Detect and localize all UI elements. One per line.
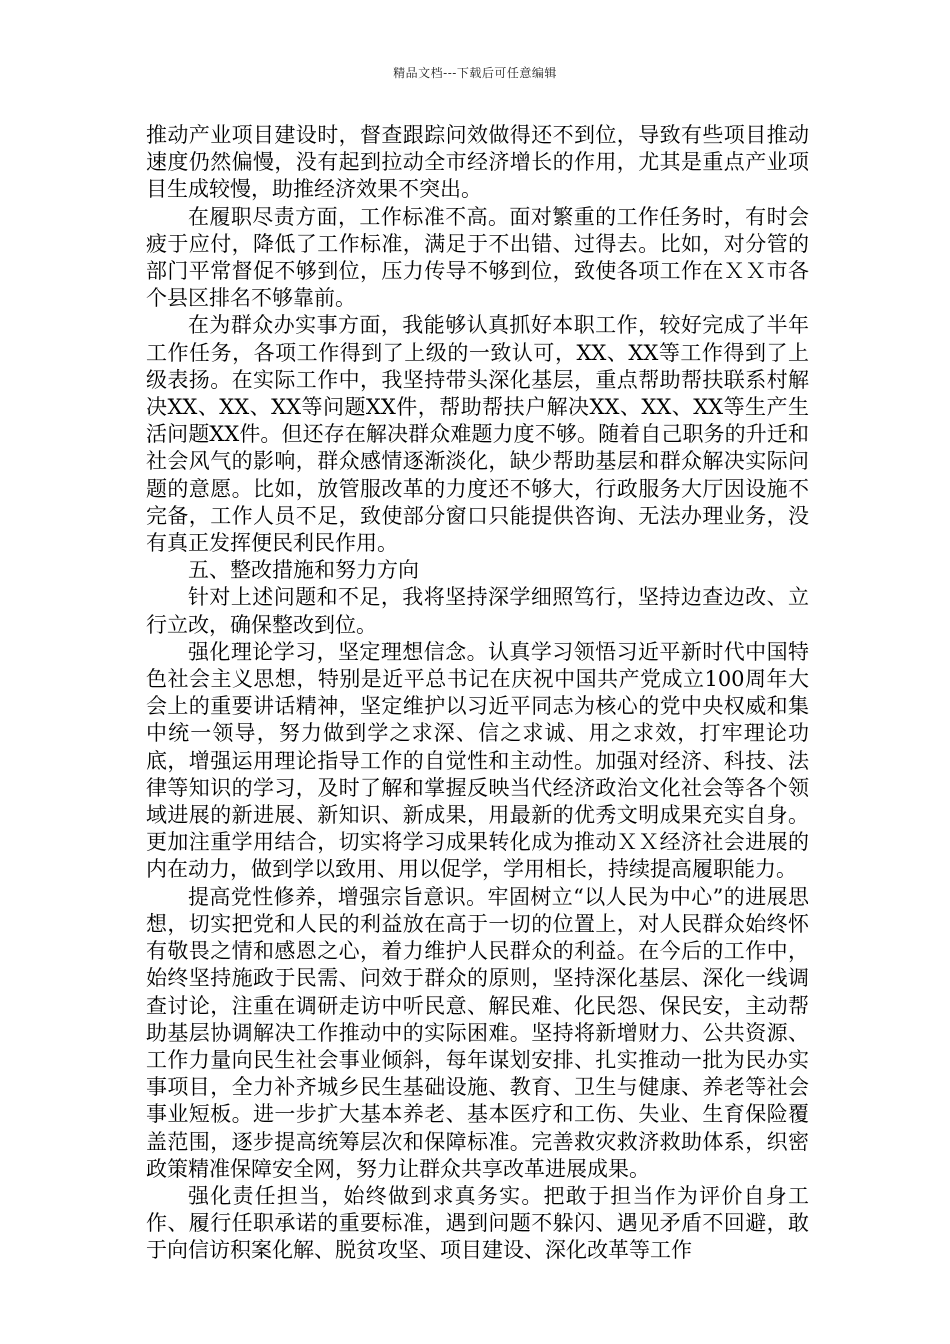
section-heading: 五、整改措施和努力方向	[188, 558, 419, 583]
paragraph-duty: 在履职尽责方面，工作标准不高。面对繁重的工作任务时，有时会疲于应付，降低了工作标准，满足于不出错、过得去。比如，对分管的部门平常督促不够到位，压力传导不够到位，致使各项工作在ＸＸ市各个县区排名不够靠前。	[146, 204, 809, 311]
paragraph-continuation: 推动产业项目建设时，督查跟踪问效做得还不到位，导致有些项目推动速度仍然偏慢，没有起到拉动全市经济增长的作用，尤其是重点产业项目生成较慢，助推经济效果不突出。	[146, 123, 809, 202]
paragraph-theory: 强化理论学习，坚定理想信念。认真学习领悟习近平新时代中国特色社会主义思想，特别是近平总书记在庆祝中国共产党成立100周年大会上的重要讲话精神，坚定维护以习近平同志为核心的党中央权威和集中统一领导，努力做到学之求深、信之求诚、用之求效，打牢理论功底，增强运用理论指导工作的自觉性和主动性。加强对经济、科技、法律等知识的学习，及时了解和掌握反映当代经济政治文化社会等各个领域进展的新进展、新知识、新成果，用最新的优秀文明成果充实自身。更加注重学用结合，切实将学习成果转化成为推动ＸＸ经济社会进展的内在动力，做到学以致用、用以促学，学用相长，持续提高履职能力。	[146, 639, 809, 882]
document-body	[146, 122, 809, 1265]
page-header: 精品文档---下载后可任意编辑	[393, 66, 557, 80]
paragraph-service: 在为群众办实事方面，我能够认真抓好本职工作，较好完成了半年工作任务，各项工作得到了上级的一致认可，XX、XX等工作得到了上级表扬。在实际工作中，我坚持带头深化基层，重点帮助帮扶联系村解决XX、XX、XX等问题XX件，帮助帮扶户解决XX、XX、XX等生产生活问题XX件。但还存在解决群众难题力度不够。随着自己职务的升迁和社会风气的影响，群众感情逐渐淡化，缺少帮助基层和群众解决实际问题的意愿。比如，放管服改革的力度还不够大，行政服务大厅因设施不完备，工作人员不足，致使部分窗口只能提供咨询、无法办理业务，没有真正发挥便民利民作用。	[146, 313, 809, 556]
paragraph-party: 提高党性修养，增强宗旨意识。牢固树立“以人民为中心”的进展思想，切实把党和人民的利益放在高于一切的位置上，对人民群众始终怀有敬畏之情和感恩之心，着力维护人民群众的利益。在今后的工作中，始终坚持施政于民需、问效于群众的原则，坚持深化基层、深化一线调查讨论，注重在调研走访中听民意、解民难、化民怨、保民安，主动帮助基层协调解决工作推动中的实际困难。坚持将新增财力、公共资源、工作力量向民生社会事业倾斜，每年谋划安排、扎实推动一批为民办实事项目，全力补齐城乡民生基础设施、教育、卫生与健康、养老等社会事业短板。进一步扩大基本养老、基本医疗和工伤、失业、生育保险覆盖范围，逐步提高统筹层次和保障标准。完善救灾救济救助体系，织密政策精准保障安全网，努力让群众共享改革进展成果。	[146, 884, 809, 1181]
paragraph-responsibility: 强化责任担当，始终做到求真务实。把敢于担当作为评价自身工作、履行任职承诺的重要标准，遇到问题不躲闪、遇见矛盾不回避，敢于向信访积案化解、脱贫攻坚、项目建设、深化改革等工作	[146, 1183, 809, 1263]
paragraph-intro: 针对上述问题和不足，我将坚持深学细照笃行，坚持边查边改、立行立改，确保整改到位。	[146, 585, 809, 637]
